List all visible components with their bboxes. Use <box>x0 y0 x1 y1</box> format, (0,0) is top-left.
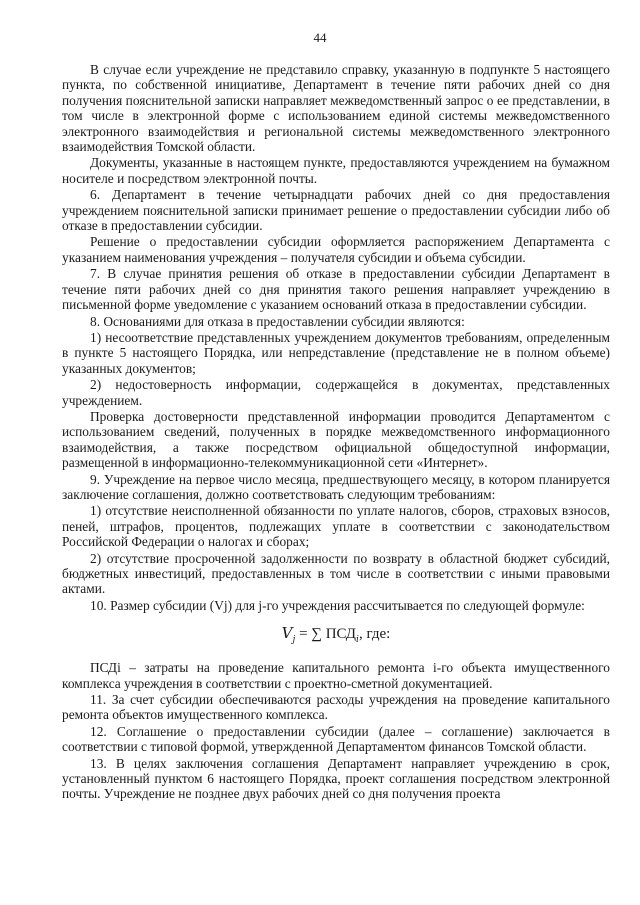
paragraph: 2) недостоверность информации, содержащейся в документах, представленных учреждением. <box>62 377 610 408</box>
paragraph: 8. Основаниями для отказа в предоставлении субсидии являются: <box>90 313 465 329</box>
paragraph: 13. В целях заключения соглашения Департамент направляет учреждению в срок, установленный пунктом 6 настоящего Порядка, проект соглашения посредством электронной почты. Учреждение не позднее двух рабочих дней со дня получения проекта <box>62 755 610 802</box>
document-body <box>62 62 610 803</box>
formula-rhs-sub: i <box>356 635 359 646</box>
paragraph: 12. Соглашение о предоставлении субсидии (далее – соглашение) заключается в соответствии с типовой формой, утвержденной Департаментом финансов Томской области. <box>62 723 610 755</box>
formula-tail: , где: <box>358 626 391 643</box>
paragraph: 9. Учреждение на первое число месяца, предшествующего месяцу, в котором планируется заключение соглашения, должно соответствовать следующим требованиям: <box>62 471 610 502</box>
formula-rhs: = ∑ ПСД <box>299 626 357 643</box>
paragraph: ПСДi – затраты на проведение капитального ремонта i-го объекта имущественного комплекса учреждения в соответствии с проектно-сметной документацией. <box>62 660 610 691</box>
paragraph: Документы, указанные в настоящем пункте, предоставляются учреждением на бумажном носителе и посредством электронной почты. <box>62 155 610 186</box>
paragraph: 7. В случае принятия решения об отказе в предоставлении субсидии Департамент в течение пяти рабочих дней со дня принятия такого решения направляет учреждению в письменной форме уведомление с указанием оснований отказа в предоставлении субсидии. <box>62 266 610 313</box>
paragraph: 6. Департамент в течение четырнадцати рабочих дней со дня предоставления учреждением пояснительной записки принимает решение о предоставлении субсидии либо об отказе в предоставлении субсидии. <box>62 187 610 234</box>
paragraph: В случае если учреждение не представило справку, указанную в подпункте 5 настоящего пункта, по собственной инициативе, Департамент в течение пяти рабочих дней со дня получения пояснительной записки направляет межведомственный запрос о ее представлении, в том числе в электронной форме с использованием единой системы межведомственного электронного взаимодействия и региональной системы межведомственного электронного взаимодействия Томской области. <box>62 62 610 155</box>
paragraph: 2) отсутствие просроченной задолженности по возврату в областной бюджет субсидий, бюджетных инвестиций, предоставленных в том числе в соответствии с иными правовыми актами. <box>62 550 610 597</box>
paragraph: Проверка достоверности представленной информации проводится Департаментом с использованием сведений, полученных в порядке межведомственного информационного взаимодействия, а также посредством официальной общедоступной информации, размещенной в информационно-телекоммуникационной сети «Интернет». <box>62 408 610 471</box>
formula-lhs-sub: j <box>292 635 296 646</box>
paragraph: 11. За счет субсидии обеспечиваются расходы учреждения на проведение капитального ремонта объектов имущественного комплекса. <box>62 692 610 723</box>
paragraph: 1) отсутствие неисполненной обязанности по уплате налогов, сборов, страховых взносов, пеней, штрафов, процентов, подлежащих уплате в соответствии с законодательством Российской Федерации о налогах и сборах; <box>62 503 610 550</box>
paragraph: 10. Размер субсидии (Vj) для j-го учреждения рассчитывается по следующей формуле: <box>90 597 585 613</box>
paragraph: 1) несоответствие представленных учреждением документов требованиям, определенным в пункте 5 настоящего Порядка, или непредставление (представление не в полном объеме) указанных документов; <box>62 329 610 376</box>
page-number: 44 <box>313 30 327 45</box>
subsidy-formula <box>62 623 610 650</box>
formula-lhs: V <box>281 624 293 643</box>
paragraph: Решение о предоставлении субсидии оформляется распоряжением Департамента с указанием наименования учреждения – получателя субсидии и объема субсидии. <box>62 234 610 265</box>
